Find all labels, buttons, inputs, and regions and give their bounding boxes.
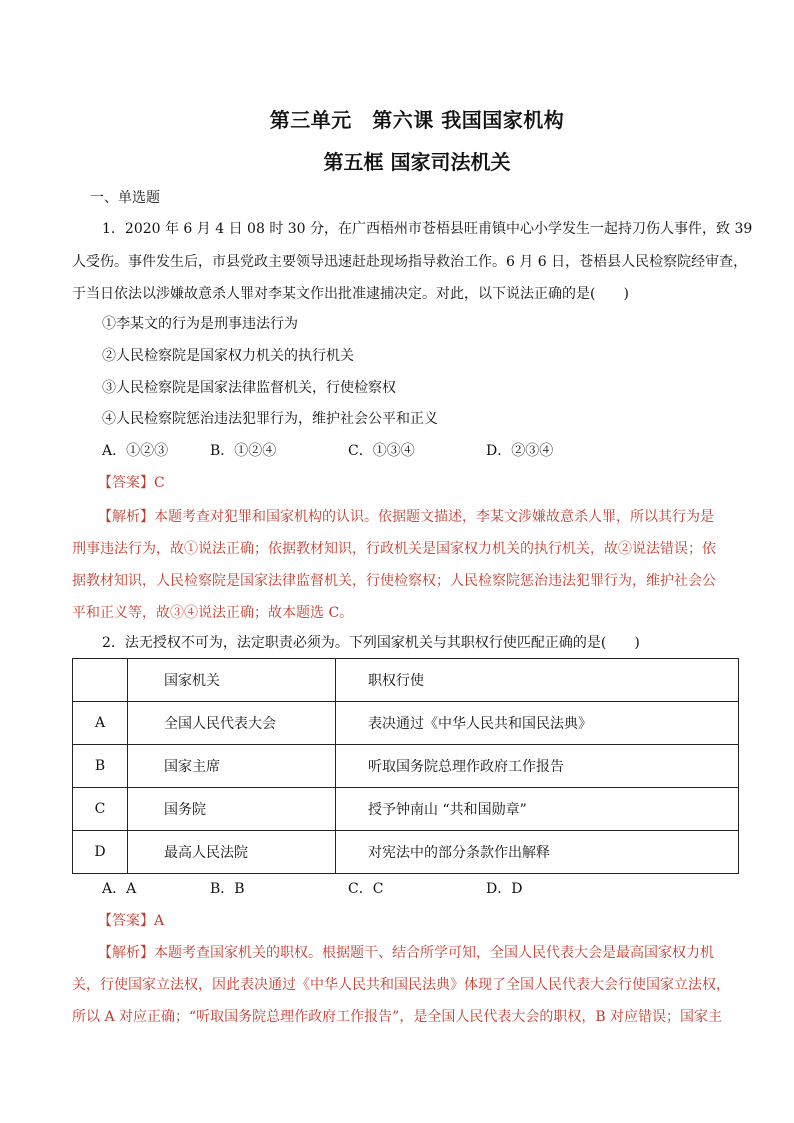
q1-answer	[98, 473, 778, 493]
q1-analysis-line-1	[98, 507, 778, 527]
q2-table	[72, 658, 739, 874]
q2-option-b: B．B	[210, 881, 245, 897]
section-heading: 一、单选题	[90, 190, 160, 206]
table-cell: 听取国务院总理作政府工作报告	[336, 745, 739, 788]
table-row	[73, 831, 739, 874]
q1-analysis-text-1: 本题考查对犯罪和国家机构的认识。依据题文描述，李某文涉嫌故意杀人罪，所以其行为是	[154, 509, 714, 525]
q2-option-d: D．D	[486, 881, 523, 897]
q1-answer-label: 【答案】	[98, 475, 154, 491]
table-header-cell: 职权行使	[336, 659, 739, 702]
q2-analysis-line-1	[98, 943, 778, 963]
q2-stem: 2．法无授权不可为，法定职责必须为。下列国家机关与其职权行使匹配正确的是( )	[102, 635, 640, 651]
q1-analysis-line-2: 刑事违法行为，故①说法正确；依据教材知识，行政机关是国家权力机关的执行机关，故②说法错误；依	[72, 541, 716, 557]
q1-option-d: D．②③④	[486, 443, 554, 459]
table-row	[73, 788, 739, 831]
q1-answer-value: C	[154, 475, 165, 491]
q1-stem-line-1: 1．2020 年 6 月 4 日 08 时 30 分，在广西梧州市苍梧县旺甫镇中心小学发生一起持刀伤人事件，致 39	[102, 221, 753, 237]
q1-option-b: B．①②④	[210, 443, 277, 459]
table-cell: 国家主席	[128, 745, 336, 788]
table-header-cell: 国家机关	[128, 659, 336, 702]
q1-analysis-line-3: 据教材知识，人民检察院是国家法律监督机关，行使检察权；人民检察院惩治违法犯罪行为，维护社会公	[72, 573, 716, 589]
table-cell: 授予钟南山 “共和国勋章”	[336, 788, 739, 831]
q1-option-c: C．①③④	[348, 443, 415, 459]
table-cell: D	[73, 831, 128, 874]
table-cell: A	[73, 702, 128, 745]
q1-item-4: ④人民检察院惩治违法犯罪行为，维护社会公平和正义	[102, 411, 438, 427]
table-cell: 对宪法中的部分条款作出解释	[336, 831, 739, 874]
table-row	[73, 745, 739, 788]
q2-option-a: A．A	[102, 881, 137, 897]
table-cell: 全国人民代表大会	[128, 702, 336, 745]
q1-option-a: A．①②③	[102, 443, 169, 459]
table-cell: C	[73, 788, 128, 831]
table-header-row	[73, 659, 739, 702]
table-cell: B	[73, 745, 128, 788]
q2-option-c: C．C	[348, 881, 384, 897]
table-header-cell	[73, 659, 128, 702]
q2-analysis-text-1: 本题考查国家机关的职权。根据题干、结合所学可知，全国人民代表大会是最高国家权力机	[154, 945, 714, 961]
q1-item-2: ②人民检察院是国家权力机关的执行机关	[102, 348, 354, 364]
table-cell: 表决通过《中华人民共和国民法典》	[336, 702, 739, 745]
table-row	[73, 702, 739, 745]
page-title: 第三单元 第六课 我国国家机构	[269, 108, 565, 132]
q2-analysis-label: 【解析】	[98, 945, 154, 961]
q1-item-3: ③人民检察院是国家法律监督机关，行使检察权	[102, 380, 396, 396]
q1-analysis-label: 【解析】	[98, 509, 154, 525]
q1-stem-line-2: 人受伤。事件发生后，市县党政主要领导迅速赶赴现场指导救治工作。6 月 6 日，苍梧县人民检察院经审查，	[72, 254, 748, 270]
q2-answer-value: A	[154, 913, 165, 929]
q1-stem-line-3: 于当日依法以涉嫌故意杀人罪对李某文作出批准逮捕决定。对此，以下说法正确的是( )	[72, 286, 629, 302]
q2-answer	[98, 911, 778, 931]
table-cell: 最高人民法院	[128, 831, 336, 874]
page-subtitle: 第五框 国家司法机关	[323, 150, 511, 174]
q1-analysis-line-4: 平和正义等，故③④说法正确；故本题选 C。	[72, 605, 354, 621]
q1-item-1: ①李某文的行为是刑事违法行为	[102, 316, 298, 332]
q2-analysis-line-3: 所以 A 对应正确；“听取国务院总理作政府工作报告”，是全国人民代表大会的职权，B 对应错误；国家主	[72, 1009, 723, 1025]
q2-answer-label: 【答案】	[98, 913, 154, 929]
q2-analysis-line-2: 关，行使国家立法权，因此表决通过《中华人民共和国民法典》体现了全国人民代表大会行使国家立法权，	[72, 977, 730, 993]
table-cell: 国务院	[128, 788, 336, 831]
